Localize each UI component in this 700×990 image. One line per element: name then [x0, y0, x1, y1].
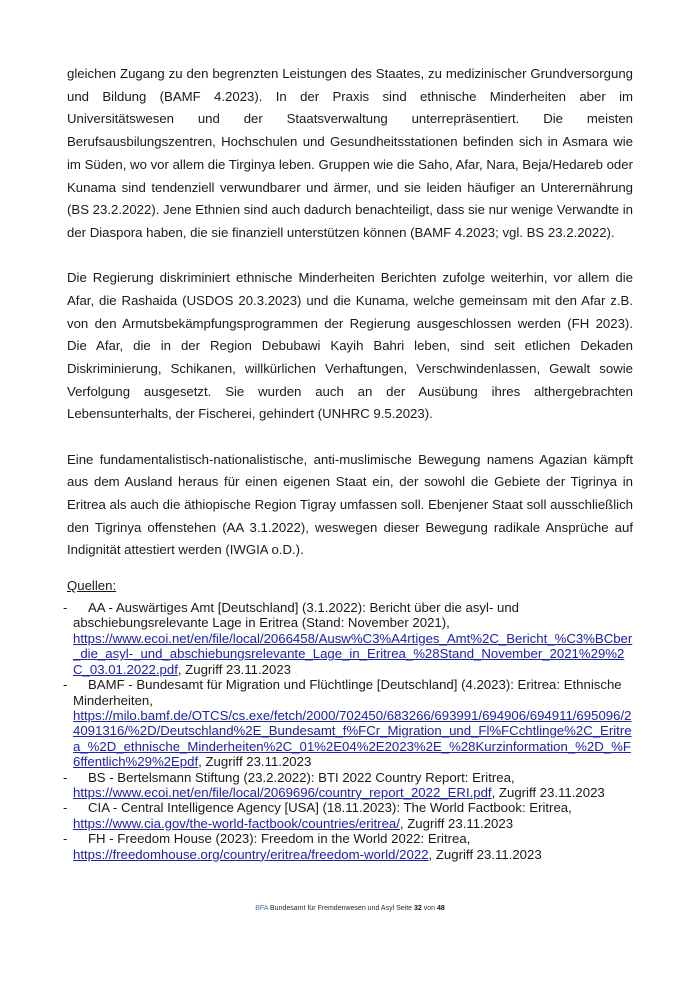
source-item-cia [63, 800, 633, 831]
list-bullet: - [63, 600, 68, 616]
page-footer [0, 905, 700, 912]
paragraph-3: Eine fundamentalistisch-nationalistische, anti-muslimische Bewegung namens Agazian kämpft aus dem Ausland heraus für einen eigenen Staat ein, der sowohl die Gebiete der Tigrinya in Eritrea als auch die äthiopische Region Tigray umfassen soll. Ebenjener Staat soll ausschließlich den Tigrinya offenstehen (AA 3.1.2022), weswegen dieser Bewegung radikale Ansprüche auf Indignität attestiert werden (IWGIA o.D.). [67, 451, 633, 558]
sources-list [63, 600, 633, 862]
source-access-date: , Zugriff 23.11.2023 [428, 846, 542, 862]
source-link-fh[interactable]: https://freedomhouse.org/country/eritrea/freedom-world/2022 [73, 846, 429, 862]
page-number-current: 32 [413, 905, 422, 912]
list-bullet: - [63, 800, 68, 816]
document-page [63, 63, 633, 862]
source-link-bs[interactable]: https://www.ecoi.net/en/file/local/2069696/country_report_2022_ERI.pdf [73, 784, 492, 800]
source-text: CIA - Central Intelligence Agency [USA] (18.11.2023): The World Factbook: Eritrea, [88, 800, 572, 816]
source-access-date: , Zugriff 23.11.2023 [177, 661, 292, 677]
source-link-cia[interactable]: https://www.cia.gov/the-world-factbook/countries/eritrea/ [73, 815, 400, 831]
source-text: FH - Freedom House (2023): Freedom in the World 2022: Eritrea, [88, 831, 471, 847]
source-item-aa [63, 600, 633, 677]
source-text: BS - Bertelsmann Stiftung (23.2.2022): BTI 2022 Country Report: Eritrea, [88, 769, 515, 785]
source-text: BAMF - Bundesamt für Migration und Flüchtlinge [Deutschland] (4.2023): Eritrea: Ethnische Minderheiten, [73, 677, 622, 708]
source-item-bs [63, 769, 633, 801]
page-number-total: 48 [436, 905, 445, 912]
paragraph-1: gleichen Zugang zu den begrenzten Leistungen des Staates, zu medizinischer Grundversorgung und Bildung (BAMF 4.2023). In der Praxis sind ethnische Minderheiten aber im Universitätswesen und der Staatsverwaltung unterrepräsentiert. Die meisten Berufsausbilungszentren, Hochschulen und Gesundheitsstationen befinden sich in Asmara wie im Süden, wo vor allem die Tirginya leben. Gruppen wie die Saho, Afar, Nara, Beja/Hedareb oder Kunama sind tendenziell verwundbarer und ärmer, und sie leiden häufiger an Unterernährung (BS 23.2.2022). Jene Ethnien sind auch dadurch benachteiligt, dass sie nur wenige Verwandte in der Diaspora haben, die sie finanziell unterstützen können (BAMF 4.2023; vgl. BS 23.2.2022). [67, 66, 633, 240]
list-bullet: - [63, 769, 68, 785]
list-bullet: - [63, 831, 68, 847]
sources-heading: Quellen: [67, 578, 117, 594]
bfa-logo: BFA [255, 905, 269, 912]
source-item-fh [63, 831, 633, 862]
source-access-date: , Zugriff 23.11.2023 [491, 784, 605, 800]
source-link-bamf[interactable]: https://milo.bamf.de/OTCS/cs.exe/fetch/2000/702450/683266/693991/694906/694911/695096/24091316/%2D/Deutschland%2E_Bundesamt_f%FCr_Migration_und_Fl%FCchtlinge%2C_Eritrea_%2D_ethnische_Minderheiten%2C_01%2E04%2E2023%2E_%28Kurzinformation_%2D_%F6ffentlich%29%2Epdf [73, 707, 632, 770]
paragraph-2: Die Regierung diskriminiert ethnische Minderheiten Berichten zufolge weiterhin, vor allem die Afar, die Rashaida (USDOS 20.3.2023) und die Kunama, welche gemeinsam mit den Afar z.B. von den Armutsbekämpfungsprogrammen der Regierung ausgeschlossen werden (FH 2023). Die Afar, die in der Region Debubawi Kayih Bahri leben, sind seit etlichen Dekaden Diskriminierung, Schikanen, willkürlichen Verhaftungen, Verschwindenlassen, Gewalt sowie Verfolgung ausgesetzt. Sie wurden auch an der Ausübung ihres althergebrachten Lebensunterhalts, der Fischerei, gehindert (UNHRC 9.5.2023). [67, 270, 633, 422]
list-bullet: - [63, 677, 68, 693]
source-text: AA - Auswärtiges Amt [Deutschland] (3.1.2022): Bericht über die asyl- und abschiebungsrelevante Lage in Eritrea (Stand: November 2021), [73, 600, 520, 631]
source-access-date: , Zugriff 23.11.2023 [399, 815, 514, 831]
source-item-bamf [63, 677, 633, 770]
footer-org-name: Bundesamt für Fremdenwesen und Asyl Seite [268, 905, 414, 912]
source-link-aa[interactable]: https://www.ecoi.net/en/file/local/2066458/Ausw%C3%A4rtiges_Amt%2C_Bericht_%C3%BCber_die_asyl-_und_abschiebungsrelevante_Lage_in_Eritrea_%28Stand_November_2021%29%2C_03.01.2022.pdf [73, 630, 633, 677]
page-number-separator: von [421, 905, 437, 912]
source-access-date: , Zugriff 23.11.2023 [198, 754, 312, 770]
